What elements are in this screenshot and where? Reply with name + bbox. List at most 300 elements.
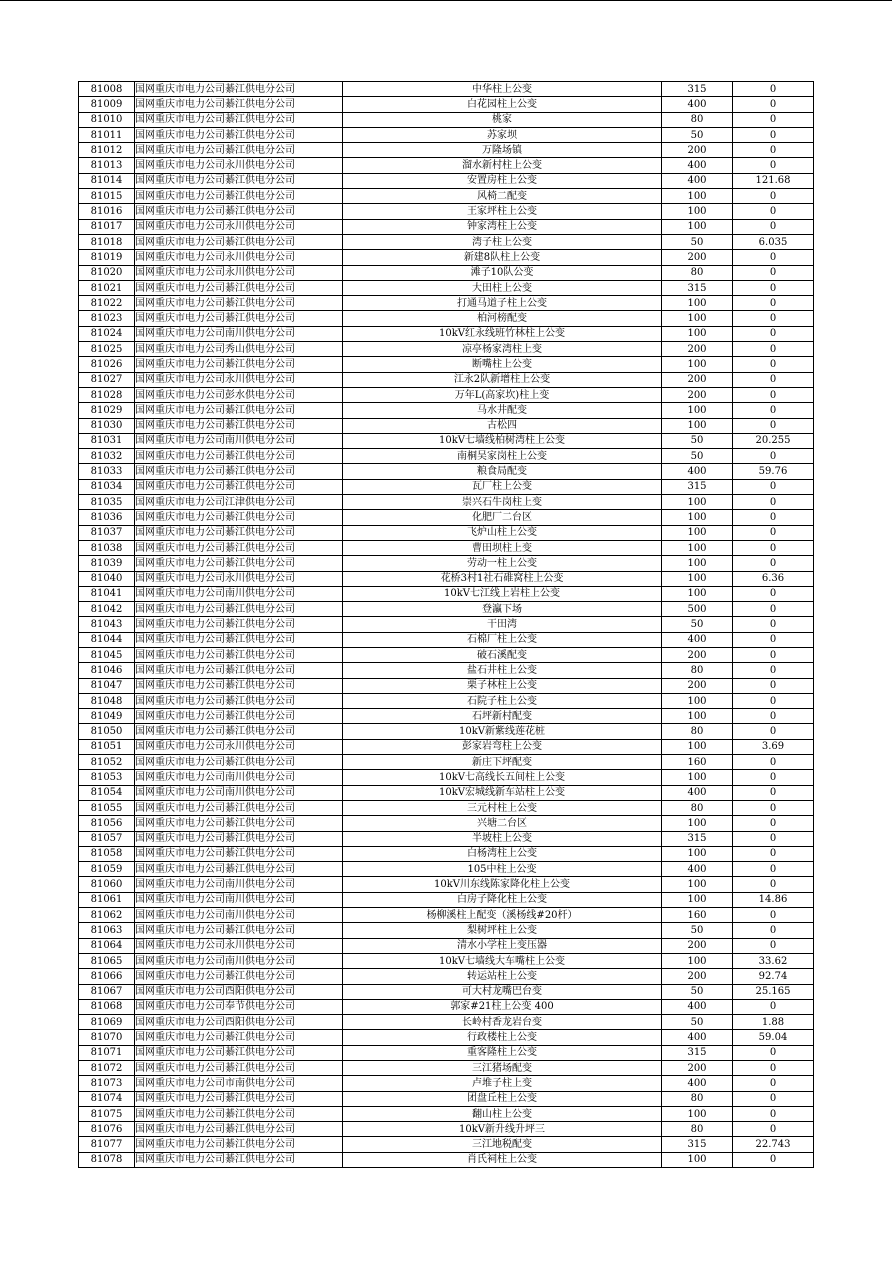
cell-id: 81022 xyxy=(79,296,135,311)
cell-transformer-name: 石院子柱上公变 xyxy=(343,693,662,708)
cell-capacity: 400 xyxy=(662,1030,733,1045)
cell-company: 国网重庆市电力公司綦江供电分公司 xyxy=(135,296,343,311)
cell-transformer-name: 转运站柱上公变 xyxy=(343,969,662,984)
cell-company: 国网重庆市电力公司綦江供电分公司 xyxy=(135,112,343,127)
cell-transformer-name: 断嘴柱上公变 xyxy=(343,357,662,372)
cell-capacity: 315 xyxy=(662,1137,733,1152)
cell-transformer-name: 白房子降化柱上公变 xyxy=(343,892,662,907)
cell-capacity: 100 xyxy=(662,877,733,892)
cell-value: 6.035 xyxy=(733,234,814,249)
cell-value: 0 xyxy=(733,647,814,662)
cell-company: 国网重庆市电力公司綦江供电分公司 xyxy=(135,540,343,555)
cell-company: 国网重庆市电力公司永川供电分公司 xyxy=(135,158,343,173)
cell-transformer-name: 行政楼柱上公变 xyxy=(343,1030,662,1045)
cell-company: 国网重庆市电力公司市南供电分公司 xyxy=(135,1076,343,1091)
cell-transformer-name: 大田柱上公变 xyxy=(343,280,662,295)
cell-company: 国网重庆市电力公司南川供电分公司 xyxy=(135,433,343,448)
cell-id: 81024 xyxy=(79,326,135,341)
cell-transformer-name: 化肥厂二台区 xyxy=(343,510,662,525)
cell-capacity: 200 xyxy=(662,372,733,387)
cell-transformer-name: 白杨湾柱上公变 xyxy=(343,846,662,861)
cell-capacity: 100 xyxy=(662,709,733,724)
cell-id: 81049 xyxy=(79,709,135,724)
cell-value: 0 xyxy=(733,602,814,617)
cell-value: 0 xyxy=(733,709,814,724)
cell-id: 81036 xyxy=(79,510,135,525)
cell-value: 0 xyxy=(733,1045,814,1060)
cell-value: 0 xyxy=(733,586,814,601)
cell-id: 81042 xyxy=(79,602,135,617)
cell-id: 81076 xyxy=(79,1122,135,1137)
cell-value: 0 xyxy=(733,632,814,647)
cell-id: 81041 xyxy=(79,586,135,601)
cell-id: 81075 xyxy=(79,1106,135,1121)
cell-value: 0 xyxy=(733,862,814,877)
cell-transformer-name: 干田湾 xyxy=(343,617,662,632)
cell-value: 0 xyxy=(733,693,814,708)
cell-transformer-name: 江永2队新增柱上公变 xyxy=(343,372,662,387)
cell-capacity: 100 xyxy=(662,311,733,326)
table-row xyxy=(79,693,814,708)
cell-transformer-name: 打通马道子柱上公变 xyxy=(343,296,662,311)
cell-capacity: 100 xyxy=(662,953,733,968)
cell-capacity: 100 xyxy=(662,693,733,708)
cell-transformer-name: 栗子林柱上公变 xyxy=(343,678,662,693)
cell-company: 国网重庆市电力公司綦江供电分公司 xyxy=(135,923,343,938)
cell-capacity: 400 xyxy=(662,862,733,877)
cell-capacity: 160 xyxy=(662,755,733,770)
table-row xyxy=(79,372,814,387)
table-row xyxy=(79,433,814,448)
cell-capacity: 100 xyxy=(662,1152,733,1167)
cell-capacity: 200 xyxy=(662,1061,733,1076)
cell-transformer-name: 肖氏祠柱上公变 xyxy=(343,1152,662,1167)
cell-id: 81032 xyxy=(79,449,135,464)
table-row xyxy=(79,342,814,357)
cell-company: 国网重庆市电力公司綦江供电分公司 xyxy=(135,510,343,525)
cell-value: 0 xyxy=(733,923,814,938)
table-row xyxy=(79,923,814,938)
cell-company: 国网重庆市电力公司綦江供电分公司 xyxy=(135,647,343,662)
cell-id: 81052 xyxy=(79,755,135,770)
cell-id: 81077 xyxy=(79,1137,135,1152)
cell-capacity: 100 xyxy=(662,403,733,418)
cell-transformer-name: 登瀛下场 xyxy=(343,602,662,617)
table-row xyxy=(79,311,814,326)
cell-transformer-name: 破石溪配变 xyxy=(343,647,662,662)
cell-value: 0 xyxy=(733,296,814,311)
table-row xyxy=(79,938,814,953)
cell-value: 0 xyxy=(733,785,814,800)
cell-value: 3.69 xyxy=(733,739,814,754)
cell-transformer-name: 彭家岩弯柱上公变 xyxy=(343,739,662,754)
cell-value: 0 xyxy=(733,617,814,632)
cell-id: 81012 xyxy=(79,143,135,158)
cell-value: 0 xyxy=(733,204,814,219)
cell-value: 0 xyxy=(733,846,814,861)
table-row xyxy=(79,892,814,907)
cell-company: 国网重庆市电力公司綦江供电分公司 xyxy=(135,143,343,158)
cell-capacity: 315 xyxy=(662,831,733,846)
cell-capacity: 200 xyxy=(662,678,733,693)
table-row xyxy=(79,647,814,662)
table-row xyxy=(79,525,814,540)
cell-value: 0 xyxy=(733,908,814,923)
cell-company: 国网重庆市电力公司綦江供电分公司 xyxy=(135,663,343,678)
cell-id: 81046 xyxy=(79,663,135,678)
cell-value: 92.74 xyxy=(733,969,814,984)
cell-company: 国网重庆市电力公司永川供电分公司 xyxy=(135,739,343,754)
cell-transformer-name: 花桥3村1社石碓窝柱上公变 xyxy=(343,571,662,586)
cell-value: 0 xyxy=(733,877,814,892)
cell-capacity: 100 xyxy=(662,495,733,510)
cell-capacity: 400 xyxy=(662,999,733,1014)
cell-company: 国网重庆市电力公司綦江供电分公司 xyxy=(135,82,343,97)
cell-company: 国网重庆市电力公司奉节供电分公司 xyxy=(135,999,343,1014)
table-row xyxy=(79,571,814,586)
cell-transformer-name: 钟家湾柱上公变 xyxy=(343,219,662,234)
cell-id: 81038 xyxy=(79,540,135,555)
table-row xyxy=(79,739,814,754)
cell-id: 81040 xyxy=(79,571,135,586)
cell-transformer-name: 古松四 xyxy=(343,418,662,433)
cell-capacity: 80 xyxy=(662,800,733,815)
cell-id: 81062 xyxy=(79,908,135,923)
cell-company: 国网重庆市电力公司綦江供电分公司 xyxy=(135,234,343,249)
cell-capacity: 100 xyxy=(662,326,733,341)
table-row xyxy=(79,189,814,204)
cell-transformer-name: 石坪新村配变 xyxy=(343,709,662,724)
cell-capacity: 100 xyxy=(662,846,733,861)
cell-transformer-name: 瓦厂柱上公变 xyxy=(343,479,662,494)
cell-value: 0 xyxy=(733,831,814,846)
cell-capacity: 100 xyxy=(662,586,733,601)
cell-id: 81057 xyxy=(79,831,135,846)
cell-transformer-name: 10kV七江线上岩柱上公变 xyxy=(343,586,662,601)
cell-transformer-name: 柏河榜配变 xyxy=(343,311,662,326)
cell-value: 0 xyxy=(733,1122,814,1137)
cell-transformer-name: 曹田坝柱上变 xyxy=(343,540,662,555)
cell-id: 81064 xyxy=(79,938,135,953)
cell-id: 81074 xyxy=(79,1091,135,1106)
cell-id: 81023 xyxy=(79,311,135,326)
cell-value: 0 xyxy=(733,495,814,510)
cell-id: 81067 xyxy=(79,984,135,999)
cell-id: 81043 xyxy=(79,617,135,632)
cell-id: 81008 xyxy=(79,82,135,97)
table-row xyxy=(79,357,814,372)
cell-value: 22.743 xyxy=(733,1137,814,1152)
cell-transformer-name: 10kV七墙线柏树湾柱上公变 xyxy=(343,433,662,448)
table-row xyxy=(79,479,814,494)
cell-value: 59.04 xyxy=(733,1030,814,1045)
cell-capacity: 200 xyxy=(662,647,733,662)
cell-id: 81016 xyxy=(79,204,135,219)
table-row xyxy=(79,234,814,249)
cell-value: 0 xyxy=(733,403,814,418)
cell-company: 国网重庆市电力公司綦江供电分公司 xyxy=(135,800,343,815)
cell-company: 国网重庆市电力公司綦江供电分公司 xyxy=(135,479,343,494)
table-row xyxy=(79,1076,814,1091)
cell-capacity: 100 xyxy=(662,525,733,540)
cell-transformer-name: 杨柳溪柱上配变（溪杨线#20杆） xyxy=(343,908,662,923)
cell-company: 国网重庆市电力公司南川供电分公司 xyxy=(135,785,343,800)
table-row xyxy=(79,540,814,555)
cell-capacity: 400 xyxy=(662,464,733,479)
cell-id: 81011 xyxy=(79,127,135,142)
cell-capacity: 100 xyxy=(662,357,733,372)
cell-value: 0 xyxy=(733,158,814,173)
cell-transformer-name: 郭家#21柱上公变 400 xyxy=(343,999,662,1014)
cell-company: 国网重庆市电力公司綦江供电分公司 xyxy=(135,693,343,708)
cell-capacity: 50 xyxy=(662,127,733,142)
cell-id: 81065 xyxy=(79,953,135,968)
cell-id: 81069 xyxy=(79,1015,135,1030)
cell-id: 81025 xyxy=(79,342,135,357)
table-row xyxy=(79,449,814,464)
cell-transformer-name: 10kV七高线长五间柱上公变 xyxy=(343,770,662,785)
cell-capacity: 50 xyxy=(662,923,733,938)
cell-company: 国网重庆市电力公司綦江供电分公司 xyxy=(135,311,343,326)
cell-capacity: 200 xyxy=(662,969,733,984)
table-body xyxy=(79,82,814,1168)
cell-id: 81015 xyxy=(79,189,135,204)
table-row xyxy=(79,999,814,1014)
table-row xyxy=(79,908,814,923)
cell-transformer-name: 万隆场镇 xyxy=(343,143,662,158)
cell-transformer-name: 溜水新村柱上公变 xyxy=(343,158,662,173)
cell-company: 国网重庆市电力公司綦江供电分公司 xyxy=(135,602,343,617)
cell-capacity: 100 xyxy=(662,571,733,586)
cell-id: 81045 xyxy=(79,647,135,662)
cell-company: 国网重庆市电力公司綦江供电分公司 xyxy=(135,556,343,571)
table-row xyxy=(79,755,814,770)
cell-value: 1.88 xyxy=(733,1015,814,1030)
cell-value: 0 xyxy=(733,280,814,295)
cell-transformer-name: 长岭村香龙岩台变 xyxy=(343,1015,662,1030)
table-row xyxy=(79,326,814,341)
cell-value: 0 xyxy=(733,1061,814,1076)
cell-company: 国网重庆市电力公司南川供电分公司 xyxy=(135,586,343,601)
cell-id: 81058 xyxy=(79,846,135,861)
cell-value: 25.165 xyxy=(733,984,814,999)
cell-capacity: 315 xyxy=(662,82,733,97)
cell-id: 81050 xyxy=(79,724,135,739)
cell-company: 国网重庆市电力公司綦江供电分公司 xyxy=(135,173,343,188)
cell-value: 0 xyxy=(733,479,814,494)
cell-id: 81071 xyxy=(79,1045,135,1060)
cell-capacity: 80 xyxy=(662,265,733,280)
transformer-table xyxy=(78,81,814,1168)
cell-capacity: 80 xyxy=(662,1122,733,1137)
cell-capacity: 100 xyxy=(662,816,733,831)
cell-value: 0 xyxy=(733,449,814,464)
cell-capacity: 50 xyxy=(662,617,733,632)
cell-company: 国网重庆市电力公司綦江供电分公司 xyxy=(135,189,343,204)
cell-value: 0 xyxy=(733,1076,814,1091)
cell-company: 国网重庆市电力公司綦江供电分公司 xyxy=(135,831,343,846)
cell-company: 国网重庆市电力公司綦江供电分公司 xyxy=(135,204,343,219)
cell-company: 国网重庆市电力公司南川供电分公司 xyxy=(135,877,343,892)
cell-capacity: 400 xyxy=(662,158,733,173)
cell-id: 81026 xyxy=(79,357,135,372)
table-row xyxy=(79,602,814,617)
cell-company: 国网重庆市电力公司南川供电分公司 xyxy=(135,326,343,341)
cell-capacity: 50 xyxy=(662,234,733,249)
cell-transformer-name: 10kV宏城线新车站柱上公变 xyxy=(343,785,662,800)
table-row xyxy=(79,1045,814,1060)
cell-value: 0 xyxy=(733,770,814,785)
cell-value: 0 xyxy=(733,663,814,678)
cell-capacity: 100 xyxy=(662,556,733,571)
table-row xyxy=(79,464,814,479)
cell-capacity: 315 xyxy=(662,1045,733,1060)
table-row xyxy=(79,632,814,647)
cell-transformer-name: 白花园柱上公变 xyxy=(343,97,662,112)
cell-value: 0 xyxy=(733,678,814,693)
cell-id: 81029 xyxy=(79,403,135,418)
cell-id: 81028 xyxy=(79,387,135,402)
cell-company: 国网重庆市电力公司綦江供电分公司 xyxy=(135,1137,343,1152)
cell-company: 国网重庆市电力公司綦江供电分公司 xyxy=(135,1091,343,1106)
table-row xyxy=(79,846,814,861)
cell-capacity: 200 xyxy=(662,387,733,402)
cell-company: 国网重庆市电力公司綦江供电分公司 xyxy=(135,617,343,632)
cell-value: 0 xyxy=(733,372,814,387)
cell-id: 81014 xyxy=(79,173,135,188)
cell-transformer-name: 滩子10队公变 xyxy=(343,265,662,280)
table-row xyxy=(79,1137,814,1152)
cell-company: 国网重庆市电力公司南川供电分公司 xyxy=(135,908,343,923)
cell-transformer-name: 中华柱上公变 xyxy=(343,82,662,97)
cell-capacity: 200 xyxy=(662,342,733,357)
table-row xyxy=(79,877,814,892)
cell-id: 81039 xyxy=(79,556,135,571)
table-row xyxy=(79,219,814,234)
table-row xyxy=(79,1122,814,1137)
cell-transformer-name: 10kV红永线班竹林柱上公变 xyxy=(343,326,662,341)
cell-transformer-name: 新建8队柱上公变 xyxy=(343,250,662,265)
cell-capacity: 160 xyxy=(662,908,733,923)
cell-transformer-name: 10kV川东线陈家降化柱上公变 xyxy=(343,877,662,892)
cell-id: 81021 xyxy=(79,280,135,295)
cell-id: 81044 xyxy=(79,632,135,647)
cell-id: 81047 xyxy=(79,678,135,693)
cell-company: 国网重庆市电力公司永川供电分公司 xyxy=(135,250,343,265)
cell-value: 0 xyxy=(733,250,814,265)
cell-transformer-name: 梨树坪柱上公变 xyxy=(343,923,662,938)
cell-capacity: 100 xyxy=(662,739,733,754)
cell-id: 81020 xyxy=(79,265,135,280)
cell-capacity: 315 xyxy=(662,479,733,494)
table-row xyxy=(79,953,814,968)
cell-value: 0 xyxy=(733,357,814,372)
cell-company: 国网重庆市电力公司綦江供电分公司 xyxy=(135,632,343,647)
cell-transformer-name: 三江猪场配变 xyxy=(343,1061,662,1076)
cell-value: 0 xyxy=(733,189,814,204)
table-row xyxy=(79,280,814,295)
table-row xyxy=(79,678,814,693)
cell-transformer-name: 盐石井柱上公变 xyxy=(343,663,662,678)
cell-company: 国网重庆市电力公司綦江供电分公司 xyxy=(135,403,343,418)
cell-company: 国网重庆市电力公司南川供电分公司 xyxy=(135,892,343,907)
cell-company: 国网重庆市电力公司綦江供电分公司 xyxy=(135,1122,343,1137)
cell-transformer-name: 苏家坝 xyxy=(343,127,662,142)
cell-company: 国网重庆市电力公司綦江供电分公司 xyxy=(135,846,343,861)
table-row xyxy=(79,418,814,433)
cell-id: 81030 xyxy=(79,418,135,433)
table-row xyxy=(79,510,814,525)
cell-value: 0 xyxy=(733,1106,814,1121)
cell-transformer-name: 翻山柱上公变 xyxy=(343,1106,662,1121)
table-row xyxy=(79,709,814,724)
cell-company: 国网重庆市电力公司酉阳供电分公司 xyxy=(135,1015,343,1030)
cell-transformer-name: 马水井配变 xyxy=(343,403,662,418)
cell-id: 81048 xyxy=(79,693,135,708)
cell-transformer-name: 石棉厂柱上公变 xyxy=(343,632,662,647)
cell-id: 81051 xyxy=(79,739,135,754)
cell-value: 59.76 xyxy=(733,464,814,479)
cell-transformer-name: 三江地税配变 xyxy=(343,1137,662,1152)
table-row xyxy=(79,770,814,785)
table-row xyxy=(79,862,814,877)
cell-value: 0 xyxy=(733,525,814,540)
cell-value: 0 xyxy=(733,999,814,1014)
cell-transformer-name: 安置房柱上公变 xyxy=(343,173,662,188)
cell-id: 81053 xyxy=(79,770,135,785)
cell-capacity: 80 xyxy=(662,1091,733,1106)
cell-company: 国网重庆市电力公司綦江供电分公司 xyxy=(135,755,343,770)
cell-id: 81009 xyxy=(79,97,135,112)
cell-company: 国网重庆市电力公司秀山供电分公司 xyxy=(135,342,343,357)
cell-company: 国网重庆市电力公司綦江供电分公司 xyxy=(135,969,343,984)
cell-value: 0 xyxy=(733,816,814,831)
cell-capacity: 100 xyxy=(662,189,733,204)
cell-capacity: 200 xyxy=(662,250,733,265)
cell-capacity: 100 xyxy=(662,540,733,555)
cell-id: 81063 xyxy=(79,923,135,938)
cell-company: 国网重庆市电力公司綦江供电分公司 xyxy=(135,449,343,464)
table-row xyxy=(79,112,814,127)
cell-company: 国网重庆市电力公司綦江供电分公司 xyxy=(135,1061,343,1076)
cell-company: 国网重庆市电力公司綦江供电分公司 xyxy=(135,1030,343,1045)
cell-company: 国网重庆市电力公司綦江供电分公司 xyxy=(135,709,343,724)
cell-transformer-name: 可大村龙嘴巴台变 xyxy=(343,984,662,999)
cell-capacity: 100 xyxy=(662,510,733,525)
table-row xyxy=(79,1091,814,1106)
cell-value: 0 xyxy=(733,265,814,280)
cell-id: 81037 xyxy=(79,525,135,540)
cell-company: 国网重庆市电力公司彭水供电分公司 xyxy=(135,387,343,402)
table-row xyxy=(79,816,814,831)
cell-transformer-name: 105中柱上公变 xyxy=(343,862,662,877)
cell-transformer-name: 三元村柱上公变 xyxy=(343,800,662,815)
cell-company: 国网重庆市电力公司綦江供电分公司 xyxy=(135,418,343,433)
cell-capacity: 100 xyxy=(662,219,733,234)
cell-company: 国网重庆市电力公司永川供电分公司 xyxy=(135,219,343,234)
cell-transformer-name: 湾子柱上公变 xyxy=(343,234,662,249)
cell-capacity: 500 xyxy=(662,602,733,617)
cell-company: 国网重庆市电力公司綦江供电分公司 xyxy=(135,280,343,295)
cell-id: 81013 xyxy=(79,158,135,173)
cell-id: 81018 xyxy=(79,234,135,249)
cell-id: 81072 xyxy=(79,1061,135,1076)
table-row xyxy=(79,127,814,142)
cell-company: 国网重庆市电力公司永川供电分公司 xyxy=(135,265,343,280)
table-row xyxy=(79,586,814,601)
table-row xyxy=(79,1152,814,1167)
cell-capacity: 315 xyxy=(662,280,733,295)
